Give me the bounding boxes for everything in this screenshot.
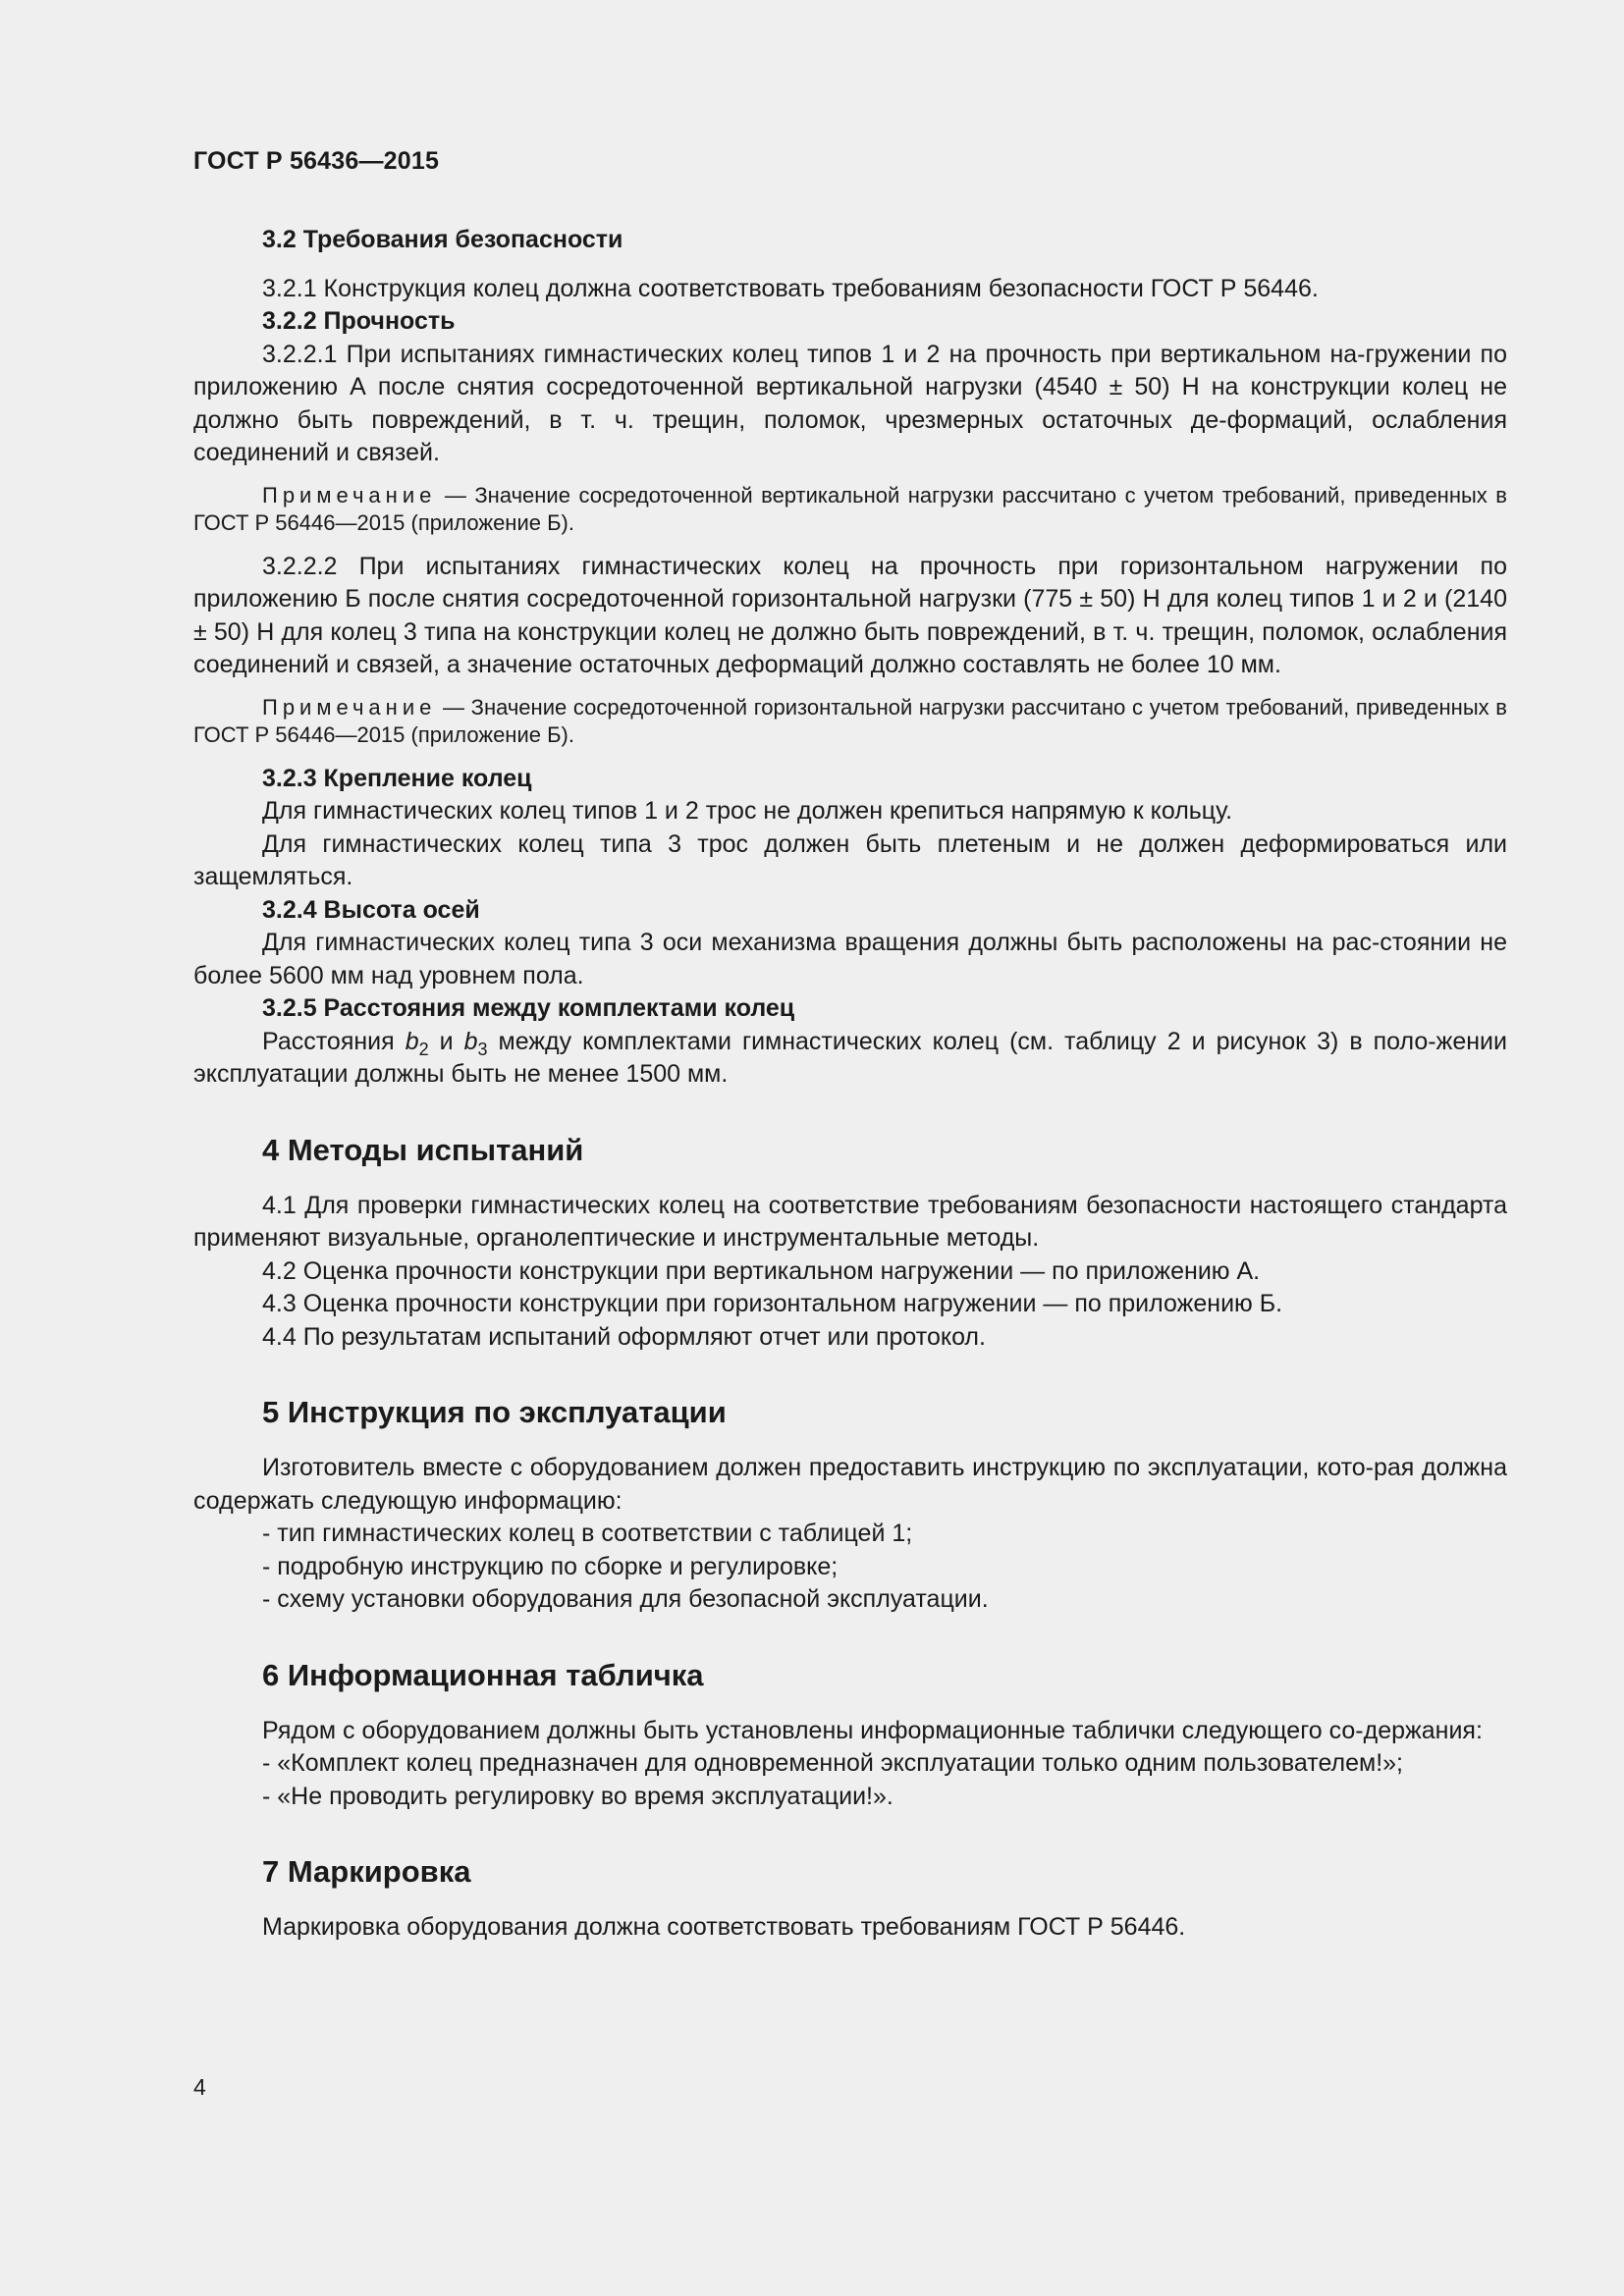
subsection-3-2-5-heading: 3.2.5 Расстояния между комплектами колец [262,994,795,1022]
symbol-b3: b [463,1027,478,1055]
paragraph-4-2: 4.2 Оценка прочности конструкции при вертикальном нагружении — по приложению А. [262,1256,1261,1285]
subsection-3-2-3-heading: 3.2.3 Крепление колец [262,764,532,792]
subsection-3-2-2-heading: 3.2.2 Прочность [262,307,456,335]
paragraph-6-intro: Рядом с оборудованием должны быть установлены информационные таблички следующего со-держания: [262,1716,1483,1744]
text-fragment: между комплектами гимнастических колец (см. таблицу 2 и рисунок 3) в поло-жении эксплуатации должны быть не менее 1500 мм. [193,1027,1507,1088]
document-body [193,224,1507,1945]
section-6-heading: 6 Информационная табличка [262,1657,704,1692]
note-label: Примечание [262,694,437,720]
section-5-heading: 5 Инструкция по эксплуатации [262,1395,727,1429]
note-horizontal-load [193,694,1507,749]
document-header: ГОСТ Р 56436—2015 [193,147,440,175]
paragraph-3-2-2-1: 3.2.2.1 При испытаниях гимнастических колец типов 1 и 2 на прочность при вертикальном на-гружении по приложению А после снятия сосредоточенной вертикальной нагрузки (4540 ± 50) Н на конструкции колец не должно быть повреждений, в т. ч. трещин, поломок, чрезмерных остаточных де-формаций, ослабления соединений и связей. [193,340,1507,466]
paragraph-7: Маркировка оборудования должна соответствовать требованиям ГОСТ Р 56446. [262,1913,1186,1941]
page-number: 4 [193,2074,206,2100]
list-item: - «Комплект колец предназначен для одновременной эксплуатации только одним пользователем!»; [262,1749,1403,1777]
paragraph-3-2-1: 3.2.1 Конструкция колец должна соответствовать требованиям безопасности ГОСТ Р 56446. [262,274,1319,302]
paragraph-5-intro: Изготовитель вместе с оборудованием должен предоставить инструкцию по эксплуатации, кото-рая должна содержать следующую информацию: [193,1454,1507,1515]
subscript-2: 2 [418,1039,429,1059]
subsection-3-2-4-heading: 3.2.4 Высота осей [262,895,480,924]
list-item: - «Не проводить регулировку во время эксплуатации!». [262,1782,893,1810]
note-text: — Значение сосредоточенной вертикальной нагрузки рассчитано с учетом требований, приведенных в ГОСТ Р 56446—2015 (приложение Б). [193,482,1507,535]
section-7-heading: 7 Маркировка [262,1854,471,1889]
list-item: - подробную инструкцию по сборке и регулировке; [262,1552,839,1580]
paragraph-3-2-4: Для гимнастических колец типа 3 оси механизма вращения должны быть расположены на рас-стоянии не более 5600 мм над уровнем пола. [193,929,1507,989]
subscript-3: 3 [477,1039,488,1059]
list-item: - тип гимнастических колец в соответствии с таблицей 1; [262,1520,913,1547]
note-label: Примечание [262,482,437,507]
section-4-heading: 4 Методы испытаний [262,1132,584,1167]
paragraph-3-2-5 [193,1026,1507,1092]
note-text: — Значение сосредоточенной горизонтальной нагрузки рассчитано с учетом требований, приведенных в ГОСТ Р 56446—2015 (приложение Б). [193,694,1507,747]
note-vertical-load [193,482,1507,537]
paragraph-4-3: 4.3 Оценка прочности конструкции при горизонтальном нагружении — по приложению Б. [262,1290,1283,1317]
paragraph-4-1: 4.1 Для проверки гимнастических колец на соответствие требованиям безопасности настоящего стандарта применяют визуальные, органолептические и инструментальные методы. [193,1191,1507,1252]
paragraph-3-2-3-a: Для гимнастических колец типов 1 и 2 трос не должен крепиться напрямую к кольцу. [262,797,1233,825]
paragraph-4-4: 4.4 По результатам испытаний оформляют отчет или протокол. [262,1322,986,1351]
list-item: - схему установки оборудования для безопасной эксплуатации. [262,1585,989,1613]
paragraph-3-2-3-b: Для гимнастических колец типа 3 трос должен быть плетеным и не должен деформироваться или защемляться. [193,829,1507,890]
text-fragment: и [428,1027,464,1055]
text-fragment: Расстояния [262,1027,406,1055]
paragraph-3-2-2-2: 3.2.2.2 При испытаниях гимнастических колец на прочность при горизонтальном нагружении по приложению Б после снятия сосредоточенной горизонтальной нагрузки (775 ± 50) Н для колец типов 1 и 2 и (2140 ± 50) Н для колец 3 типа на конструкции колец не должно быть повреждений, в т. ч. трещин, поломок, ослабления соединений и связей, а значение остаточных деформаций должно составлять не более 10 мм. [193,552,1507,678]
section-3-2-heading: 3.2 Требования безопасности [262,226,623,253]
symbol-b2: b [405,1027,419,1055]
